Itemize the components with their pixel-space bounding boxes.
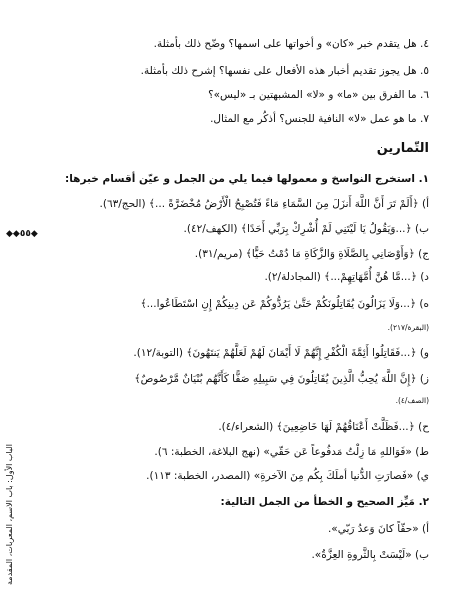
exercise-1-item-g: ز) ﴿إِنَّ اللَّهَ يُحِبُّ الَّذِينَ يُقَاتِلُونَ فِي سَبِيلِهِ صَفًّا كَأَنَّهُم بُنْيَانٌ مَّرْصُوصٌ﴾ <box>134 373 429 385</box>
question-4: ٤. هل يتقدم خبر «كان» و أخواتها على اسمها؟ وضّح ذلك بأمثلة. <box>153 38 429 50</box>
exercise-1-item-d: د) ﴿...مَّا هُنَّ أُمَّهَاتِهِمْ...﴾ (المجادلة/٢). <box>264 271 429 283</box>
exercise-2-item-a: أ) «حقّاً كانَ وَعدُ رَبّي». <box>327 523 429 535</box>
exercise-1-item-h: ح) ﴿...فَظَلَّتْ أَعْنَاقُهُمْ لَهَا خَاضِعِينَ﴾ (الشعراء/٤). <box>218 421 429 433</box>
question-6: ٦. ما الفرق بين «ما» و «لا» المشبهتين بـ «ليس»؟ <box>208 89 429 101</box>
exercise-1-item-e-ref: (البقرة/٢١٧). <box>387 323 429 332</box>
exercises-heading: التّمارين <box>376 141 429 156</box>
question-5: ٥. هل يجوز تقديم أخبار هذه الأفعال على نفسها؟ إشرح ذلك بأمثلة. <box>140 65 429 77</box>
question-7: ٧. ما هو عمل «لا» النافية للجنس؟ أذكُر مع المثال. <box>210 113 429 125</box>
exercise-1-item-f: و) ﴿...فَقَاتِلُوا أَئِمَّةَ الْكُفْرِ إِنَّهُمْ لَا أَيْمَانَ لَهُمْ لَعَلَّهُمْ يَنتَهُونَ﴾ (التوبة/١٢). <box>133 347 429 359</box>
page-number: ◆◆٥٥◆ <box>6 229 38 239</box>
exercise-2-title: ٢. مَيِّز الصحيح و الخطأ من الجمل التالية: <box>220 496 429 508</box>
exercise-1-item-j: ي) «فَصارَتِ الدُّنيا أملَكَ بِكُم مِنَ الآخرةِ» (المصدر، الخطبة: ١١٣). <box>146 470 429 482</box>
exercise-1-item-a: أ) ﴿أَلَمْ تَرَ أَنَّ اللَّهَ أَنزَلَ مِنَ السَّمَاءِ مَاءً فَتُصْبِحُ الْأَرْضُ مُخْضَرَّةً ...﴾ (الحج/٦٣). <box>99 198 429 210</box>
exercise-1-item-c: ج) ﴿وَأَوْصَانِي بِالصَّلَاةِ وَالزَّكَاةِ مَا دُمْتُ حَيًّا﴾ (مريم/٣١). <box>194 248 429 260</box>
exercise-1-item-i: ط) «فَوَاللهِ مَا زِلْتُ مَدفُوعاً عَن حَقّي» (نهج البلاغة، الخطبة: ٦). <box>154 446 429 458</box>
exercise-2-item-b: ب) «لَيْسَتْ بِالثَّروةِ العِزَّةُ». <box>311 549 429 561</box>
chapter-sidebar: الباب الأول: باب الاسم، المعربات، المقدمة <box>5 444 14 586</box>
exercise-1-title: ١. استخرج النواسخ و معمولها فيما يلي من الجمل و عيّن أقسام خبرها: <box>65 173 429 185</box>
exercise-1-item-e: ه) ﴿...وَلَا يَزَالُونَ يُقَاتِلُونَكُمْ حَتَّىٰ يَرُدُّوكُمْ عَن دِينِكُمْ إِنِ اسْتَطَاعُوا...﴾ <box>140 298 429 310</box>
exercise-1-item-g-ref: (الصف/٤). <box>395 396 429 405</box>
exercise-1-item-b: ب) ﴿...وَيَقُولُ يَا لَيْتَنِي لَمْ أُشْرِكْ بِرَبِّي أَحَدًا﴾ (الكهف/٤٢). <box>183 223 429 235</box>
